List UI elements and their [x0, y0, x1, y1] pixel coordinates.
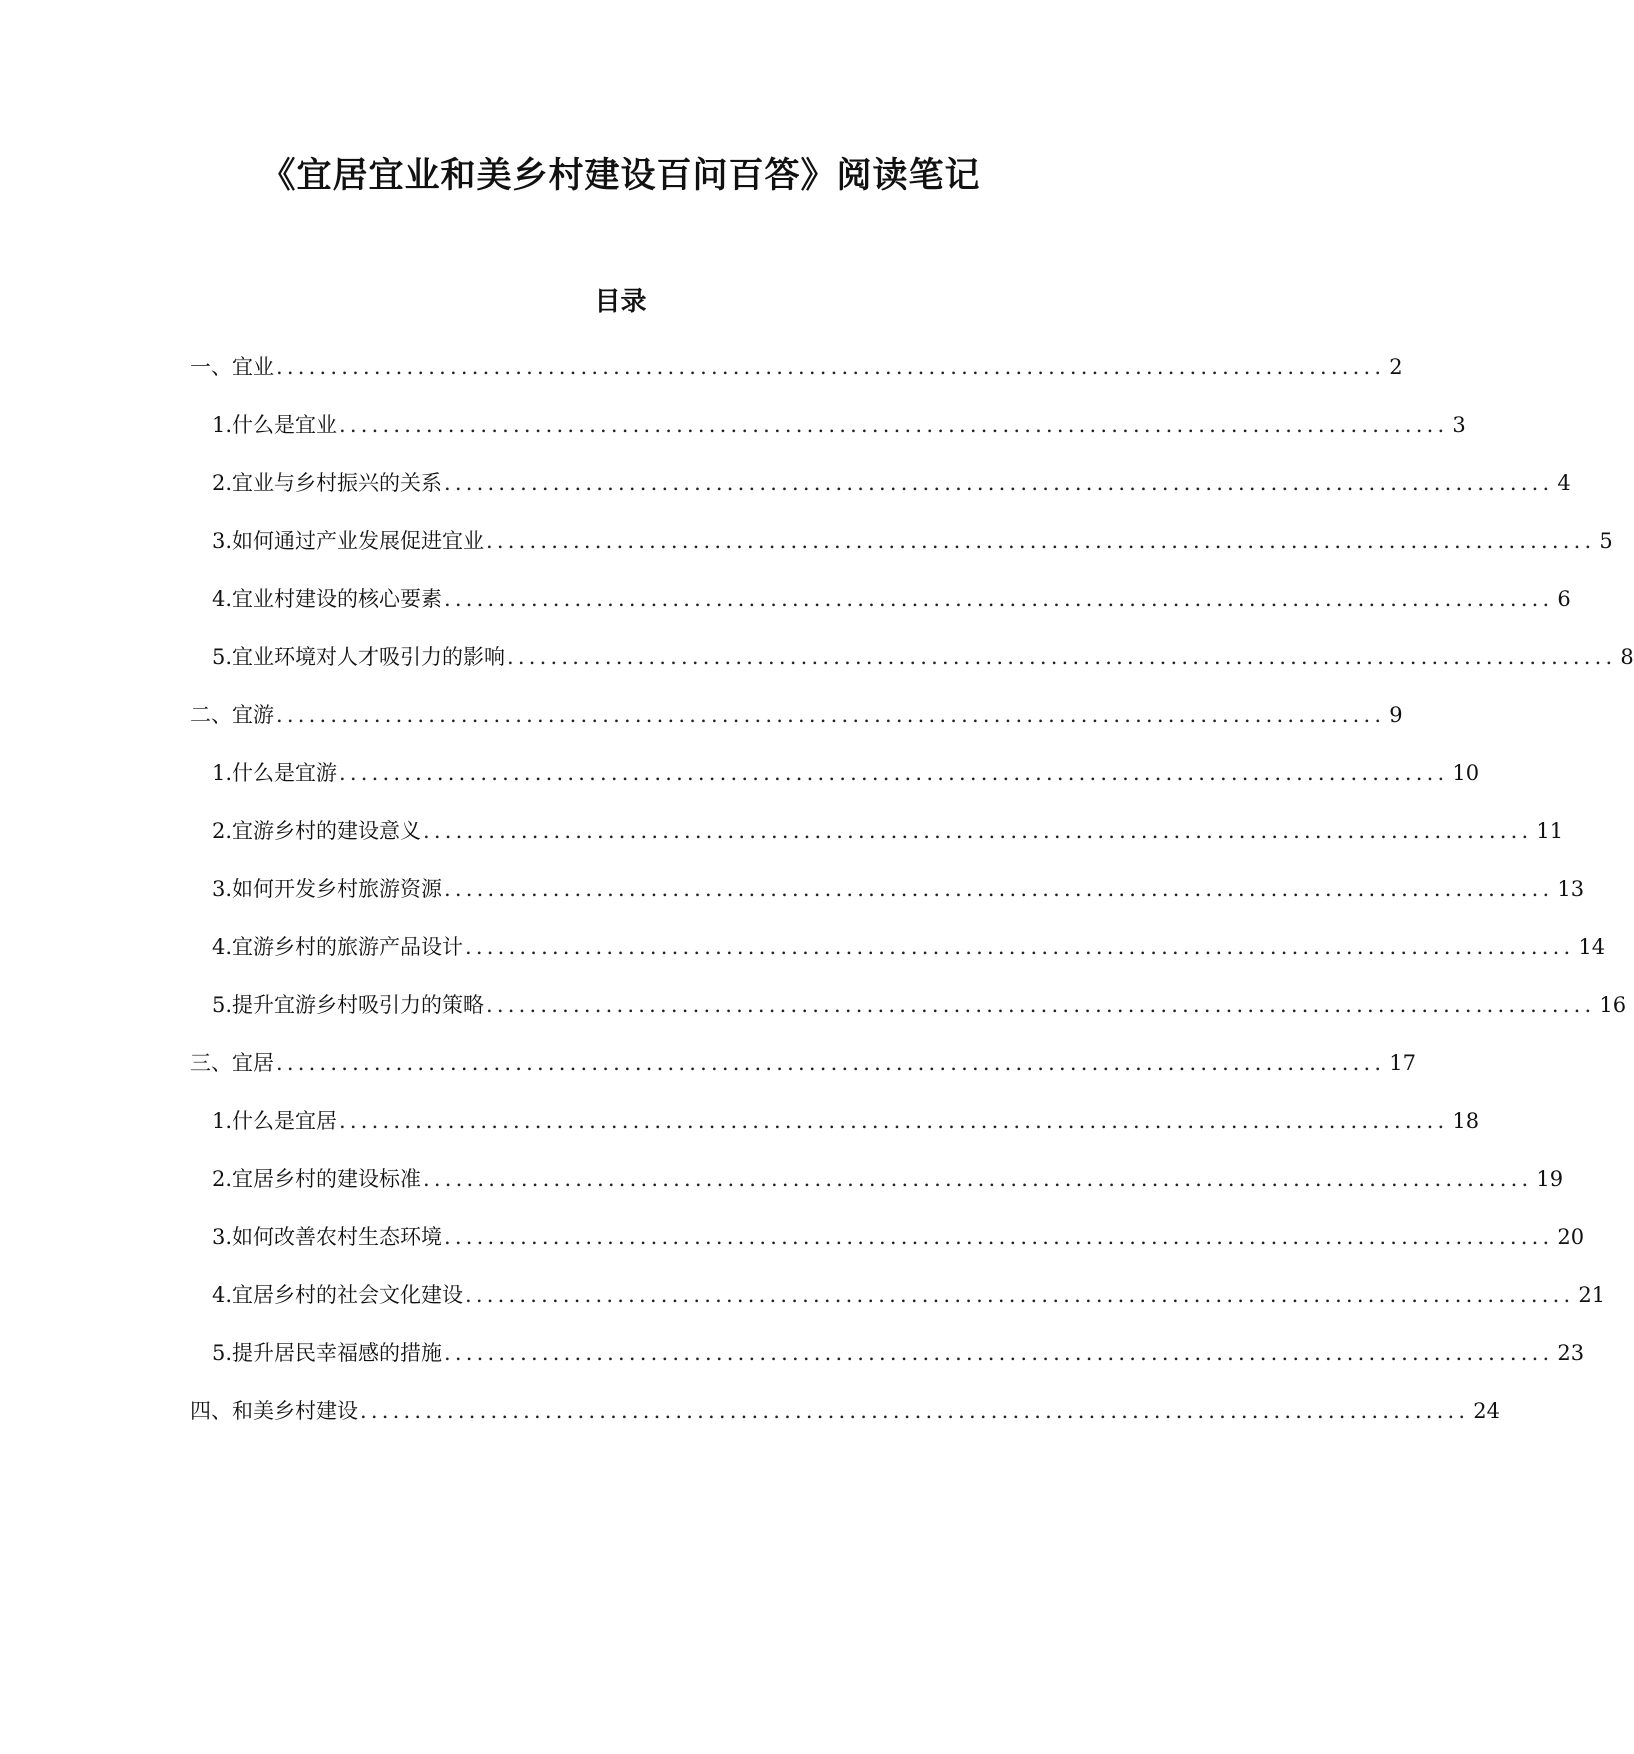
toc-subsection-entry[interactable] [212, 1222, 1585, 1252]
toc-page-number: 18 [1452, 1109, 1480, 1133]
toc-page-number: 3 [1452, 413, 1466, 437]
toc-entry-number: 1. [212, 1109, 233, 1133]
toc-dot-leader: ...................................................................................................... [339, 413, 1449, 437]
toc-subsection-entry[interactable] [212, 642, 1634, 672]
toc-subsection-entry[interactable] [212, 468, 1571, 498]
toc-section-entry[interactable] [190, 1048, 1417, 1078]
document-title: 《宜居宜业和美乡村建设百问百答》阅读笔记 [260, 156, 981, 196]
toc-entry-label: 一、宜业 [190, 355, 274, 379]
toc-page-number: 16 [1599, 993, 1627, 1017]
toc-entry-label: 宜居乡村的建设标准 [232, 1167, 422, 1191]
toc-dot-leader: ...................................................................................................... [444, 471, 1554, 495]
toc-page-number: 9 [1389, 703, 1403, 727]
toc-page-number: 6 [1557, 587, 1571, 611]
toc-dot-leader: ...................................................................................................... [276, 703, 1386, 727]
toc-subsection-entry[interactable] [212, 584, 1571, 614]
toc-subsection-entry[interactable] [212, 526, 1613, 556]
toc-entry-label: 二、宜游 [190, 703, 274, 727]
toc-dot-leader: ...................................................................................................... [507, 645, 1617, 669]
toc-page-number: 24 [1473, 1399, 1501, 1423]
toc-subsection-entry[interactable] [212, 932, 1606, 962]
toc-dot-leader: ...................................................................................................... [276, 355, 1386, 379]
toc-entry-label: 如何通过产业发展促进宜业 [232, 529, 485, 553]
toc-page-number: 10 [1452, 761, 1480, 785]
toc-entry-label: 如何改善农村生态环境 [232, 1225, 443, 1249]
toc-page-number: 4 [1557, 471, 1571, 495]
toc-entry-label: 如何开发乡村旅游资源 [232, 877, 443, 901]
toc-subsection-entry[interactable] [212, 990, 1627, 1020]
toc-dot-leader: ...................................................................................................... [339, 761, 1449, 785]
toc-dot-leader: ...................................................................................................... [486, 529, 1596, 553]
toc-dot-leader: ...................................................................................................... [444, 587, 1554, 611]
toc-subsection-entry[interactable] [212, 1280, 1606, 1310]
toc-entry-label: 提升居民幸福感的措施 [232, 1341, 443, 1365]
toc-subsection-entry[interactable] [212, 758, 1480, 788]
toc-page-number: 2 [1389, 355, 1403, 379]
toc-entry-number: 3. [212, 1225, 233, 1249]
toc-entry-label: 宜游乡村的建设意义 [232, 819, 422, 843]
toc-page-number: 11 [1536, 819, 1564, 843]
toc-subsection-entry[interactable] [212, 1106, 1480, 1136]
toc-page-number: 13 [1557, 877, 1585, 901]
toc-subsection-entry[interactable] [212, 1164, 1564, 1194]
toc-subsection-entry[interactable] [212, 410, 1466, 440]
toc-entry-label: 宜业与乡村振兴的关系 [232, 471, 443, 495]
toc-dot-leader: ...................................................................................................... [423, 1167, 1533, 1191]
toc-page-number: 20 [1557, 1225, 1585, 1249]
toc-dot-leader: ...................................................................................................... [339, 1109, 1449, 1133]
toc-dot-leader: ...................................................................................................... [465, 935, 1575, 959]
toc-entry-number: 4. [212, 935, 233, 959]
toc-entry-label: 提升宜游乡村吸引力的策略 [232, 993, 485, 1017]
toc-dot-leader: ...................................................................................................... [444, 877, 1554, 901]
toc-entry-label: 宜业环境对人才吸引力的影响 [232, 645, 506, 669]
toc-entry-label: 什么是宜游 [232, 761, 338, 785]
toc-page-number: 14 [1578, 935, 1606, 959]
toc-dot-leader: ...................................................................................................... [465, 1283, 1575, 1307]
toc-entry-number: 4. [212, 587, 233, 611]
toc-page-number: 8 [1620, 645, 1634, 669]
toc-page-number: 23 [1557, 1341, 1585, 1365]
toc-section-entry[interactable] [190, 700, 1403, 730]
toc-entry-number: 1. [212, 761, 233, 785]
toc-entry-number: 3. [212, 529, 233, 553]
toc-heading: 目录 [594, 287, 647, 317]
toc-dot-leader: ...................................................................................................... [486, 993, 1596, 1017]
toc-entry-label: 宜业村建设的核心要素 [232, 587, 443, 611]
toc-entry-label: 三、宜居 [190, 1051, 274, 1075]
toc-subsection-entry[interactable] [212, 874, 1585, 904]
toc-entry-label: 什么是宜居 [232, 1109, 338, 1133]
toc-entry-number: 4. [212, 1283, 233, 1307]
toc-entry-number: 2. [212, 1167, 233, 1191]
toc-entry-label: 宜游乡村的旅游产品设计 [232, 935, 464, 959]
toc-subsection-entry[interactable] [212, 1338, 1585, 1368]
toc-entry-number: 5. [212, 1341, 233, 1365]
toc-entry-number: 3. [212, 877, 233, 901]
toc-page-number: 17 [1389, 1051, 1417, 1075]
toc-entry-label: 什么是宜业 [232, 413, 338, 437]
toc-page-number: 21 [1578, 1283, 1606, 1307]
toc-page-number: 19 [1536, 1167, 1564, 1191]
toc-dot-leader: ...................................................................................................... [360, 1399, 1470, 1423]
toc-entry-number: 5. [212, 993, 233, 1017]
toc-dot-leader: ...................................................................................................... [444, 1341, 1554, 1365]
toc-section-entry[interactable] [190, 352, 1403, 382]
toc-entry-number: 2. [212, 471, 233, 495]
toc-subsection-entry[interactable] [212, 816, 1564, 846]
toc-entry-number: 1. [212, 413, 233, 437]
toc-dot-leader: ...................................................................................................... [444, 1225, 1554, 1249]
toc-entry-number: 5. [212, 645, 233, 669]
toc-entry-label: 宜居乡村的社会文化建设 [232, 1283, 464, 1307]
toc-dot-leader: ...................................................................................................... [423, 819, 1533, 843]
toc-entry-number: 2. [212, 819, 233, 843]
toc-page-number: 5 [1599, 529, 1613, 553]
toc-section-entry[interactable] [190, 1396, 1501, 1426]
toc-entry-label: 四、和美乡村建设 [190, 1399, 358, 1423]
toc-dot-leader: ...................................................................................................... [276, 1051, 1386, 1075]
